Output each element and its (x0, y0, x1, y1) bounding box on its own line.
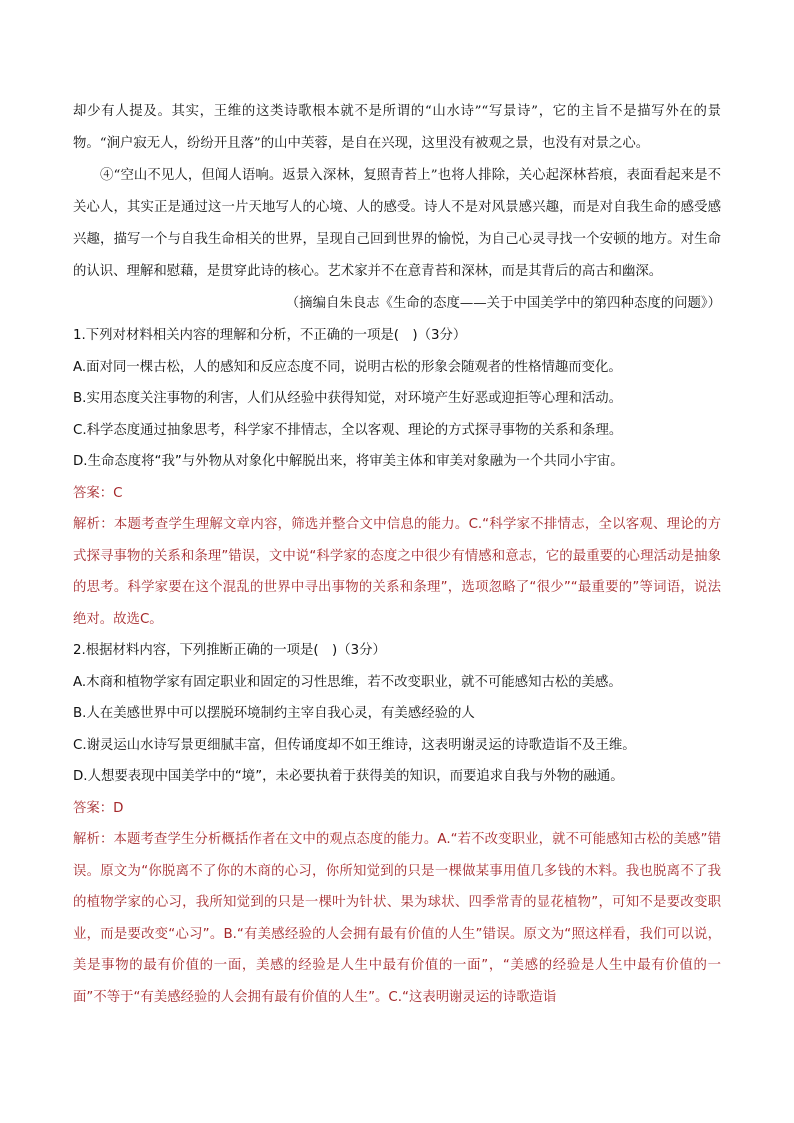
question-2-option-c: C.谢灵运山水诗写景更细腻丰富，但传诵度却不如王维诗，这表明谢灵运的诗歌造诣不及王维。 (73, 737, 636, 753)
question-1-option-a: A.面对同一棵古松，人的感知和反应态度不同，说明古松的形象会随观者的性格情趣而变化。 (73, 359, 622, 375)
question-2-answer: 答案：D (73, 800, 124, 816)
question-1-option-b: B.实用态度关注事物的利害，人们从经验中获得知觉，对环境产生好恶或迎拒等心理和活动。 (73, 391, 623, 406)
question-1-answer: 答案：C (73, 485, 123, 501)
question-2-option-d: D.人想要表现中国美学中的“境”，未必要执着于获得美的知识，而要追求自我与外物的融通。 (73, 769, 624, 784)
question-2-analysis: 解析：本题考查学生分析概括作者在文中的观点态度的能力。A.“若不改变职业，就不可能感知古松的美感”错误。原文为“你脱离不了你的木商的心习，你所知觉到的只是一棵做某事用值几多钱的木料。我也脱离不了我的植物学家的心习，我所知觉到的只是一棵叶为针状、果为球状、四季常青的显花植物”，可知不是要改变职业，而是要改变“心习”。B.“有美感经验的人会拥有最有价值的人生”错误。原文为“照这样看，我们可以说，美是事物的最有价值的一面，美感的经验是人生中最有价值的一面”，“美感的经验是人生中最有价值的一面”不等于“有美感经验的人会拥有最有价值的人生”。C.“这表明谢灵运的诗歌造诣 (73, 832, 721, 1005)
passage-paragraph-continued: 却少有人提及。其实，王维的这类诗歌根本就不是所谓的“山水诗”“写景诗”，它的主旨不是描写外在的景物。“涧户寂无人，纷纷开且落”的山中芙蓉，是自在兴现，这里没有被观之景，也没有对景之心。 (73, 104, 721, 151)
question-2-option-b: B.人在美感世界中可以摆脱环境制约主宰自我心灵，有美感经验的人 (73, 706, 475, 721)
document-page (73, 96, 721, 1013)
passage-paragraph-4: ④“空山不见人，但闻人语响。返景入深林，复照青苔上”也将人排除，关心起深林苔痕，表面看起来是不关心人，其实正是通过这一片天地写人的心境、人的感受。诗人不是对风景感兴趣，而是对自我生命的感受感兴趣，描写一个与自我生命相关的世界，呈现自己回到世界的愉悦，为自己心灵寻找一个安顿的地方。对生命的认识、理解和慰藉，是贯穿此诗的核心。艺术家并不在意青苔和深林，而是其背后的高古和幽深。 (73, 168, 721, 279)
question-2-option-a: A.木商和植物学家有固定职业和固定的习性思维，若不改变职业，就不可能感知古松的美感。 (73, 674, 622, 690)
question-1-stem: 1.下列对材料相关内容的理解和分析，不正确的一项是( )（3分） (73, 328, 467, 343)
question-2-stem: 2.根据材料内容，下列推断正确的一项是( )（3分） (73, 643, 386, 658)
question-1-analysis: 解析：本题考查学生理解文章内容，筛选并整合文中信息的能力。C.“科学家不排情志，全以客观、理论的方式探寻事物的关系和条理”错误，文中说“科学家的态度之中很少有情感和意志，它的最重要的心理活动是抽象的思考。科学家要在这个混乱的世界中寻出事物的关系和条理”，选项忽略了“很少”“最重要的”等词语，说法绝对。故选C。 (73, 517, 721, 627)
question-1-option-d: D.生命态度将“我”与外物从对象化中解脱出来，将审美主体和审美对象融为一个共同小宇宙。 (73, 454, 624, 469)
question-1-option-c: C.科学态度通过抽象思考，科学家不排情志，全以客观、理论的方式探寻事物的关系和条理。 (73, 422, 623, 438)
passage-source: （摘编自朱良志《生命的态度——关于中国美学中的第四种态度的问题》） (285, 296, 721, 311)
